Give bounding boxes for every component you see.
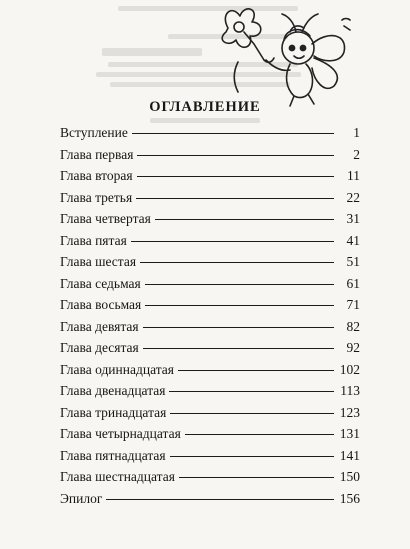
toc-title: ОГЛАВЛЕНИЕ (149, 99, 261, 115)
toc-entry[interactable] (60, 297, 360, 319)
toc-leader-line (169, 391, 334, 392)
toc-entry-page-number: 82 (346, 318, 360, 334)
toc-entry[interactable] (60, 469, 360, 491)
toc-entry-label: Глава седьмая (60, 275, 141, 291)
toc-entry-label: Глава восьмая (60, 297, 142, 312)
toc-entry[interactable] (60, 383, 360, 405)
table-of-contents (60, 125, 360, 512)
toc-leader-line (140, 262, 334, 263)
toc-entry[interactable] (60, 190, 360, 212)
toc-entry-page-number: 92 (346, 340, 360, 355)
toc-leader-line (137, 176, 334, 177)
toc-entry[interactable] (60, 362, 360, 384)
toc-entry-label: Глава пятая (60, 232, 127, 248)
toc-entry-label: Глава третья (60, 189, 133, 205)
toc-leader-line (145, 284, 334, 285)
toc-entry-page-number: 41 (346, 232, 360, 248)
toc-entry-page-number: 131 (339, 426, 360, 441)
toc-leader-line (145, 305, 334, 306)
toc-entry[interactable] (60, 340, 360, 362)
toc-entry[interactable] (60, 211, 360, 233)
toc-entry-label: Глава первая (60, 146, 134, 162)
toc-entry-page-number: 51 (346, 254, 360, 269)
toc-entry-page-number: 22 (346, 189, 360, 205)
toc-entry-page-number: 11 (347, 168, 360, 183)
toc-entry-page-number: 61 (346, 275, 360, 291)
toc-entry-label: Глава десятая (60, 340, 139, 355)
toc-leader-line (179, 477, 334, 478)
toc-leader-line (106, 499, 334, 500)
toc-entry[interactable] (60, 254, 360, 276)
toc-entry-page-number: 31 (346, 211, 360, 226)
toc-entry-label: Эпилог (60, 490, 103, 506)
flower-fairy-illustration (198, 0, 358, 110)
toc-entry[interactable] (60, 233, 360, 255)
toc-entry-label: Глава двенадцатая (60, 383, 166, 398)
toc-entry[interactable] (60, 426, 360, 448)
toc-entry-page-number: 123 (339, 404, 360, 420)
toc-leader-line (170, 456, 334, 457)
toc-entry[interactable] (60, 125, 360, 147)
toc-entry[interactable] (60, 405, 360, 427)
toc-entry[interactable] (60, 276, 360, 298)
toc-leader-line (131, 241, 334, 242)
toc-entry-page-number: 1 (353, 125, 360, 140)
toc-leader-line (132, 133, 334, 134)
toc-entry-label: Глава одиннадцатая (60, 361, 174, 377)
toc-entry[interactable] (60, 319, 360, 341)
toc-entry-page-number: 113 (340, 383, 360, 398)
toc-entry-label: Глава девятая (60, 318, 139, 334)
toc-entry-label: Глава шестая (60, 254, 137, 269)
toc-entry-label: Глава пятнадцатая (60, 447, 166, 463)
toc-leader-line (137, 155, 334, 156)
toc-leader-line (170, 413, 334, 414)
toc-entry-label: Глава вторая (60, 168, 133, 183)
toc-leader-line (143, 348, 334, 349)
toc-entry-page-number: 156 (339, 490, 360, 506)
toc-entry[interactable] (60, 168, 360, 190)
toc-entry-page-number: 2 (353, 146, 360, 162)
toc-entry-label: Глава тринадцатая (60, 404, 167, 420)
toc-leader-line (136, 198, 334, 199)
toc-entry[interactable] (60, 147, 360, 169)
toc-entry-page-number: 150 (339, 469, 360, 484)
toc-entry-page-number: 141 (339, 447, 360, 463)
toc-entry-page-number: 102 (339, 361, 360, 377)
toc-entry-label: Глава четвертая (60, 211, 151, 226)
toc-leader-line (155, 219, 334, 220)
toc-entry[interactable] (60, 448, 360, 470)
toc-entry-label: Вступление (60, 125, 128, 140)
toc-entry-label: Глава шестнадцатая (60, 469, 175, 484)
toc-entry[interactable] (60, 491, 360, 513)
toc-entry-page-number: 71 (346, 297, 360, 312)
toc-entry-label: Глава четырнадцатая (60, 426, 181, 441)
toc-leader-line (143, 327, 334, 328)
toc-leader-line (185, 434, 334, 435)
toc-leader-line (178, 370, 334, 371)
